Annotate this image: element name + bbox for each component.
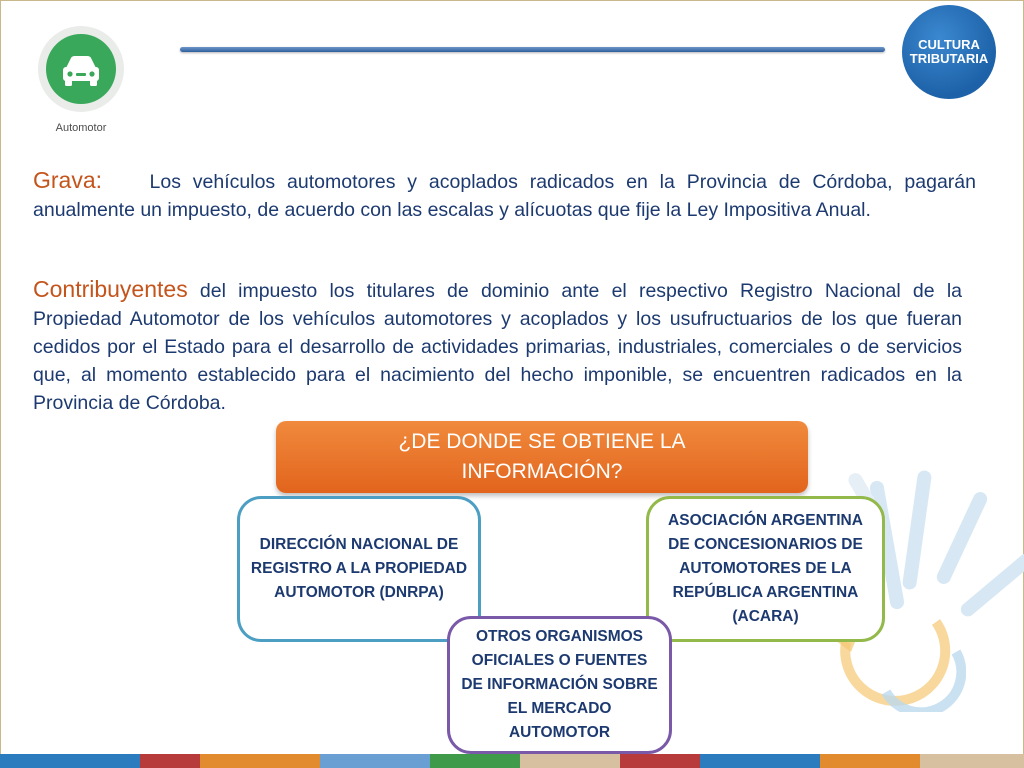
- source-otros-text: OTROS ORGANISMOS OFICIALES O FUENTES DE INFORMACIÓN SOBRE EL MERCADO AUTOMOTOR: [461, 628, 658, 741]
- cultura-tributaria-badge: [902, 5, 996, 99]
- source-acara: [646, 496, 885, 642]
- badge-line-1: CULTURA: [918, 37, 980, 52]
- source-dnrpa-text: DIRECCIÓN NACIONAL DE REGISTRO A LA PROPIEDAD AUTOMOTOR (DNRPA): [250, 536, 468, 601]
- grava-text: Los vehículos automotores y acoplados radicados en la Provincia de Córdoba, pagarán anualmente un impuesto, de acuerdo con las escalas y alícuotas que fije la Ley Impositiva Anual.: [33, 171, 976, 221]
- logo-label: Automotor: [55, 122, 107, 134]
- contribuyentes-text: del impuesto los titulares de dominio ante el respectivo Registro Nacional de la Propiedad Automotor de los vehículos automotores y acoplados y los usufructuarios de los que fueran cedidos por el Estado para el desarrollo de actividades primarias, industriales, comerciales o de servicios que, al momento establecido para el nacimiento del hecho imponible, se encuentren radicados en la Provincia de Córdoba.: [33, 280, 962, 414]
- information-source-banner: [276, 421, 808, 493]
- banner-line-1: ¿DE DONDE SE OBTIENE LA: [398, 430, 686, 453]
- footer-color-bar: [0, 754, 1024, 768]
- logo-ring: [38, 26, 124, 112]
- logo-disc: [46, 34, 116, 104]
- contribuyentes-lead: Contribuyentes: [33, 276, 188, 302]
- grava-lead: Grava:: [33, 167, 103, 193]
- grava-paragraph: [33, 166, 976, 224]
- source-dnrpa: [237, 496, 481, 642]
- badge-line-2: TRIBUTARIA: [909, 51, 989, 66]
- car-icon: [46, 34, 116, 104]
- source-otros: [447, 616, 672, 754]
- source-acara-text: ASOCIACIÓN ARGENTINA DE CONCESIONARIOS DE AUTOMOTORES DE LA REPÚBLICA ARGENTINA (ACARA): [668, 512, 863, 625]
- contribuyentes-paragraph: [33, 275, 962, 417]
- automotor-logo: [28, 16, 134, 140]
- header-divider: [180, 47, 885, 52]
- banner-line-2: INFORMACIÓN?: [461, 460, 623, 483]
